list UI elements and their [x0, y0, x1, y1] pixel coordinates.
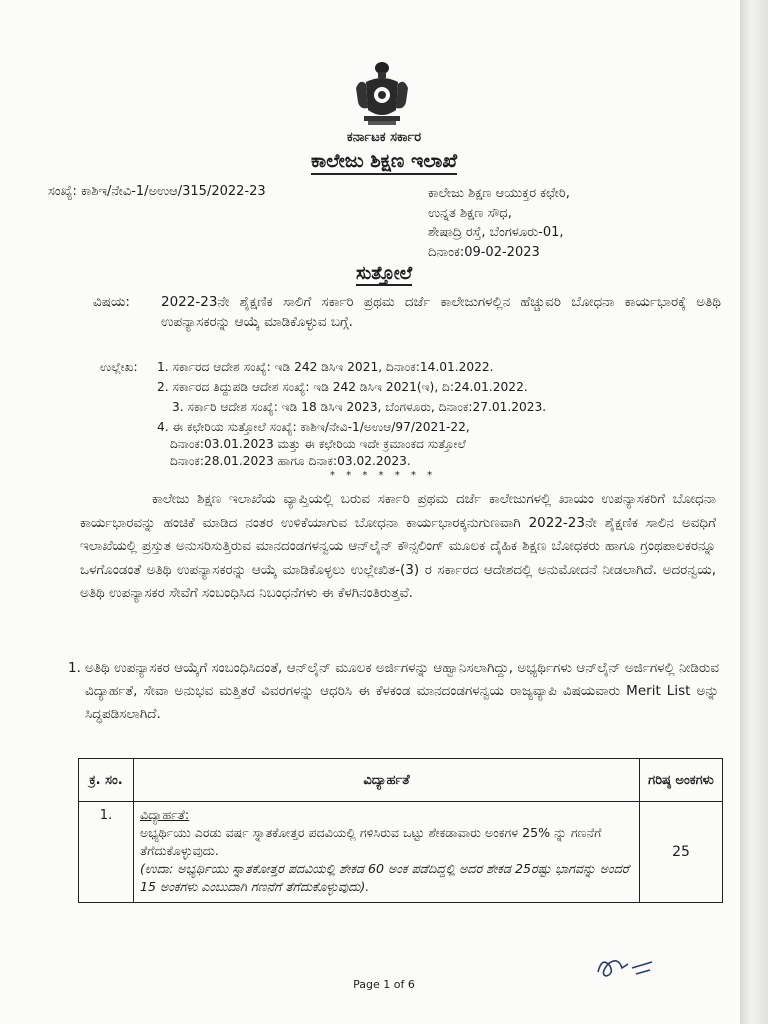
header-qualification: ವಿದ್ಯಾರ್ಹತೆ: [134, 759, 640, 802]
page-footer: Page 1 of 6: [353, 978, 415, 991]
address-line: ಕಾಲೇಜು ಶಿಕ್ಷಣ ಆಯುಕ್ತರ ಕಛೇರಿ,: [428, 186, 570, 201]
page-edge: [740, 0, 768, 1024]
address-line: ಉನ್ನತ ಶಿಕ್ಷಣ ಸೌಧ,: [428, 205, 512, 221]
row-heading: ವಿದ್ಯಾರ್ಹತೆ:: [140, 807, 190, 822]
address-line: ಶೇಷಾದ್ರಿ ರಸ್ತೆ, ಬೆಂಗಳೂರು-01,: [428, 225, 564, 240]
government-name: ಕರ್ನಾಟಕ ಸರ್ಕಾರ: [346, 130, 422, 145]
reference-item: 2. ಸರ್ಕಾರದ ತಿದ್ದುಪಡಿ ಆದೇಶ ಸಂಖ್ಯೆ: ಇಡಿ 242 ಡಿಸಿಇ 2021(ಇ), ದಿ:24.01.2022.: [157, 380, 528, 394]
separator-stars: * * * * * * *: [330, 470, 437, 481]
body-paragraph: ಕಾಲೇಜು ಶಿಕ್ಷಣ ಇಲಾಖೆಯ ವ್ಯಾಪ್ತಿಯಲ್ಲಿ ಬರುವ ಸರ್ಕಾರಿ ಪ್ರಥಮ ದರ್ಜೆ ಕಾಲೇಜುಗಳಲ್ಲಿ ಖಾಯಂ ಉಪನ್ಯಾಸಕರಿಗೆ ಬೋಧನಾ ಕಾರ್ಯಭಾರವನ್ನು ಹಂಚಿಕೆ ಮಾಡಿದ ನಂತರ ಉಳಿಕೆಯಾಗುವ ಬೋಧನಾ ಕಾರ್ಯಭಾರಕ್ಕನುಗುಣವಾಗಿ 2022-23ನೇ ಶೈಕ್ಷಣಿಕ ಸಾಲಿನ ಅವಧಿಗೆ ಇಲಾಖೆಯಲ್ಲಿ ಪ್ರಸ್ತುತ ಅನುಸರಿಸುತ್ತಿರುವ ಮಾನದಂಡಗಳನ್ವಯ ಆನ್‌ಲೈನ್ ಕೌನ್ಸಲಿಂಗ್ ಮೂಲಕ ದೈಹಿಕ ಶಿಕ್ಷಣ ಬೋಧಕರು ಹಾಗೂ ಗ್ರಂಥಪಾಲಕರನ್ನೂ ಒಳಗೊಂಡಂತೆ ಅತಿಥಿ ಉಪನ್ಯಾಸಕರನ್ನು ಆಯ್ಕೆ ಮಾಡಿಕೊಳ್ಳಲು ಉಲ್ಲೇಖಿತ-(3) ರ ಸರ್ಕಾರದ ಆದೇಶದಲ್ಲಿ ಅನುಮೋದನೆ ನೀಡಲಾಗಿದೆ. ಅದರನ್ವಯ, ಅತಿಥಿ ಉಪನ್ಯಾಸಕರ ಸೇವೆಗೆ ಸಂಬಂಧಿಸಿದ ನಿಬಂಧನೆಗಳು ಈ ಕೆಳಗಿನಂತಿರುತ್ತವೆ.: [80, 491, 716, 601]
reference-item: 4. ಈ ಕಛೇರಿಯ ಸುತ್ತೋಲೆ ಸಂಖ್ಯೆ: ಕಾಶಿಇ/ನೇವಿ-1/ಅಉಆ/97/2021-22,: [157, 420, 470, 434]
circular-title: ಸುತ್ತೋಲೆ: [355, 263, 413, 284]
references-label: ಉಲ್ಲೇಖ:: [100, 360, 138, 374]
point-text: ಅತಿಥಿ ಉಪನ್ಯಾಸಕರ ಆಯ್ಕೆಗೆ ಸಂಬಂಧಿಸಿದಂತೆ, ಆನ್‌ಲೈನ್ ಮೂಲಕ ಅರ್ಜಿಗಳನ್ನು ಆಹ್ವಾನಿಸಲಾಗಿದ್ದು, ಅಭ್ಯರ್ಥಿಗಳು ಆನ್‌ಲೈನ್ ಅರ್ಜಿಗಳಲ್ಲಿ ನೀಡಿರುವ ವಿದ್ಯಾರ್ಹತೆ, ಸೇವಾ ಅನುಭವ ಮತ್ತಿತರೆ ವಿವರಗಳನ್ನು ಆಧರಿಸಿ ಈ ಕೆಳಕಂಡ ಮಾನದಂಡಗಳನ್ವಯ ರಾಜ್ಯವ್ಯಾಪಿ ವಿಷಯವಾರು Merit List ಅನ್ನು ಸಿದ್ಧಪಡಿಸಲಾಗಿದೆ.: [85, 660, 719, 722]
row-description: [134, 802, 640, 903]
table-row: [79, 802, 723, 903]
subject-label: ವಿಷಯ:: [93, 294, 130, 310]
point-number: 1.: [68, 660, 81, 676]
reference-item: 3. ಸರ್ಕಾರಿ ಆದೇಶ ಸಂಖ್ಯೆ: ಇಡಿ 18 ಡಿಸಿಇ 2023, ಬೆಂಗಳೂರು, ದಿನಾಂಕ:27.01.2023.: [172, 400, 547, 414]
reference-item: 1. ಸರ್ಕಾರದ ಆದೇಶ ಸಂಖ್ಯೆ: ಇಡಿ 242 ಡಿಸಿಇ 2021, ದಿನಾಂಕ:14.01.2022.: [157, 360, 494, 374]
state-emblem-icon: [352, 58, 412, 128]
department-name: ಕಾಲೇಜು ಶಿಕ್ಷಣ ಇಲಾಖೆ: [0, 150, 768, 172]
header-max-marks: ಗರಿಷ್ಠ ಅಂಕಗಳು: [640, 759, 723, 802]
reference-item: ದಿನಾಂಕ:28.01.2023 ಹಾಗೂ ದಿನಾಕ:03.02.2023.: [170, 454, 411, 468]
row-body-text: ಅಭ್ಯರ್ಥಿಯು ಎರಡು ವರ್ಷ ಸ್ನಾತಕೋತ್ತರ ಪದವಿಯಲ್ಲಿ ಗಳಿಸಿರುವ ಒಟ್ಟು ಶೇಕಡಾವಾರು ಅಂಕಗಳ 25% ನ್ನು ಗಣನೆಗೆ ತೆಗೆದುಕೊಳ್ಳುವುದು.: [140, 825, 602, 858]
subject-text: 2022-23ನೇ ಶೈಕ್ಷಣಿಕ ಸಾಲಿಗೆ ಸರ್ಕಾರಿ ಪ್ರಥಮ ದರ್ಜೆ ಕಾಲೇಜುಗಳಲ್ಲಿನ ಹೆಚ್ಚುವರಿ ಬೋಧನಾ ಕಾರ್ಯಭಾರಕ್ಕೆ ಅತಿಥಿ ಉಪನ್ಯಾಸಕರನ್ನು ಆಯ್ಕೆ ಮಾಡಿಕೊಳ್ಳುವ ಬಗ್ಗೆ.: [161, 294, 721, 330]
reference-item: ದಿನಾಂಕ:03.01.2023 ಮತ್ತು ಈ ಕಛೇರಿಯ ಇದೇ ಕ್ರಮಾಂಕದ ಸುತ್ತೋಲೆ: [170, 437, 466, 451]
row-sl-no: 1.: [79, 802, 134, 903]
office-address: [428, 184, 570, 262]
reference-number: ಸಂಖ್ಯೆ: ಕಾಶಿಇ/ನೇವಿ-1/ಅಉಆ/315/2022-23: [48, 184, 266, 199]
header-sl-no: ಕ್ರ. ಸಂ.: [79, 759, 134, 802]
row-max-marks: 25: [640, 802, 723, 903]
marks-table: [78, 758, 723, 903]
row-example-text: (ಉದಾ: ಅಭ್ಯರ್ಥಿಯು ಸ್ನಾತಕೋತ್ತರ ಪದವಿಯಲ್ಲಿ ಶೇಕಡ 60 ಅಂಕ ಪಡೆದಿದ್ದಲ್ಲಿ ಅದರ ಶೇಕಡ 25ರಷ್ಟು ಭಾಗವನ್ನು ಅಂದರೆ 15 ಅಂಕಗಳು ಎಂಬುದಾಗಿ ಗಣನೆಗೆ ತೆಗೆದುಕೊಳ್ಳುವುದು).: [140, 861, 629, 894]
table-header-row: [79, 759, 723, 802]
date-line: ದಿನಾಂಕ:09-02-2023: [428, 244, 540, 260]
